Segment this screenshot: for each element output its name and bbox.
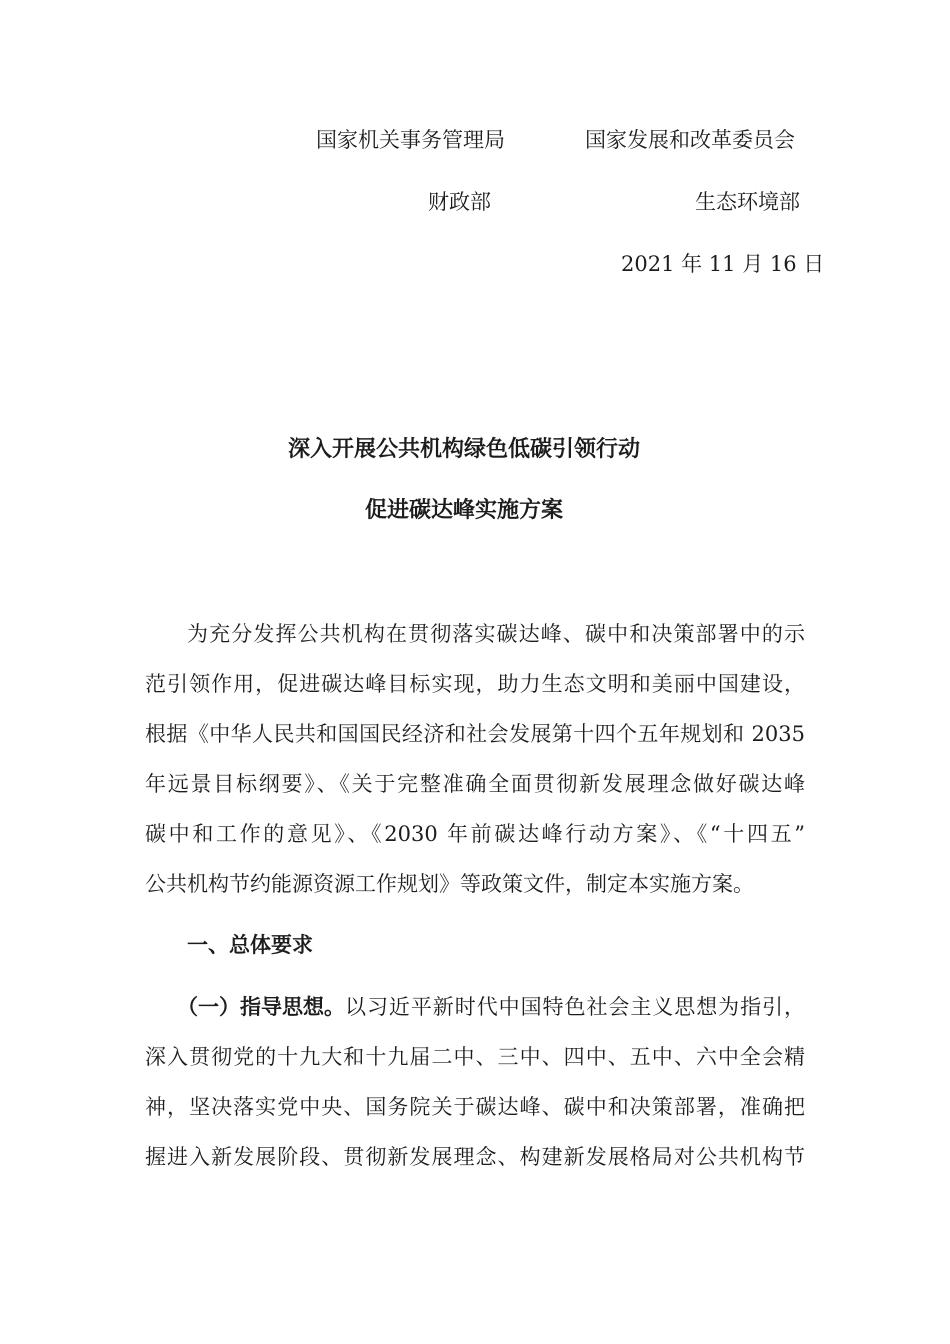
document-title-line-1: 深入开展公共机构绿色低碳引领行动 bbox=[287, 436, 640, 462]
signatory-org-3: 财政部 bbox=[428, 190, 491, 214]
paragraph-line-text: 以习近平新时代中国特色社会主义思想为指引， bbox=[345, 995, 805, 1019]
section-heading: 一、总体要求 bbox=[187, 932, 313, 957]
paragraph-line: 神，坚决落实党中央、国务院关于碳达峰、碳中和决策部署，准确把 bbox=[145, 1095, 805, 1119]
signatory-org-2: 国家发展和改革委员会 bbox=[585, 128, 795, 152]
paragraph-line: 深入贯彻党的十九大和十九届二中、三中、四中、五中、六中全会精 bbox=[145, 1045, 805, 1069]
document-date: 2021 年 11 月 16 日 bbox=[621, 252, 825, 276]
signatory-org-1: 国家机关事务管理局 bbox=[316, 128, 505, 152]
paragraph-line: 握进入新发展阶段、贯彻新发展理念、构建新发展格局对公共机构节 bbox=[145, 1145, 805, 1169]
paragraph-line: 碳中和工作的意见》、《2030 年前碳达峰行动方案》、《“十四五” bbox=[145, 822, 805, 846]
paragraph-line: 范引领作用，促进碳达峰目标实现，助力生态文明和美丽中国建设， bbox=[145, 672, 805, 696]
document-title-line-2: 促进碳达峰实施方案 bbox=[364, 497, 563, 523]
paragraph-line: 根据《中华人民共和国国民经济和社会发展第十四个五年规划和 2035 bbox=[145, 722, 805, 746]
paragraph-line bbox=[177, 992, 805, 1022]
signatory-org-4: 生态环境部 bbox=[695, 190, 800, 214]
paragraph-line: 年远景目标纲要》、《关于完整准确全面贯彻新发展理念做好碳达峰 bbox=[145, 772, 805, 796]
paragraph-line: 为充分发挥公共机构在贯彻落实碳达峰、碳中和决策部署中的示 bbox=[187, 622, 805, 646]
subsection-label: （一）指导思想。 bbox=[177, 994, 345, 1019]
paragraph-line: 公共机构节约能源资源工作规划》等政策文件，制定本实施方案。 bbox=[145, 872, 754, 896]
